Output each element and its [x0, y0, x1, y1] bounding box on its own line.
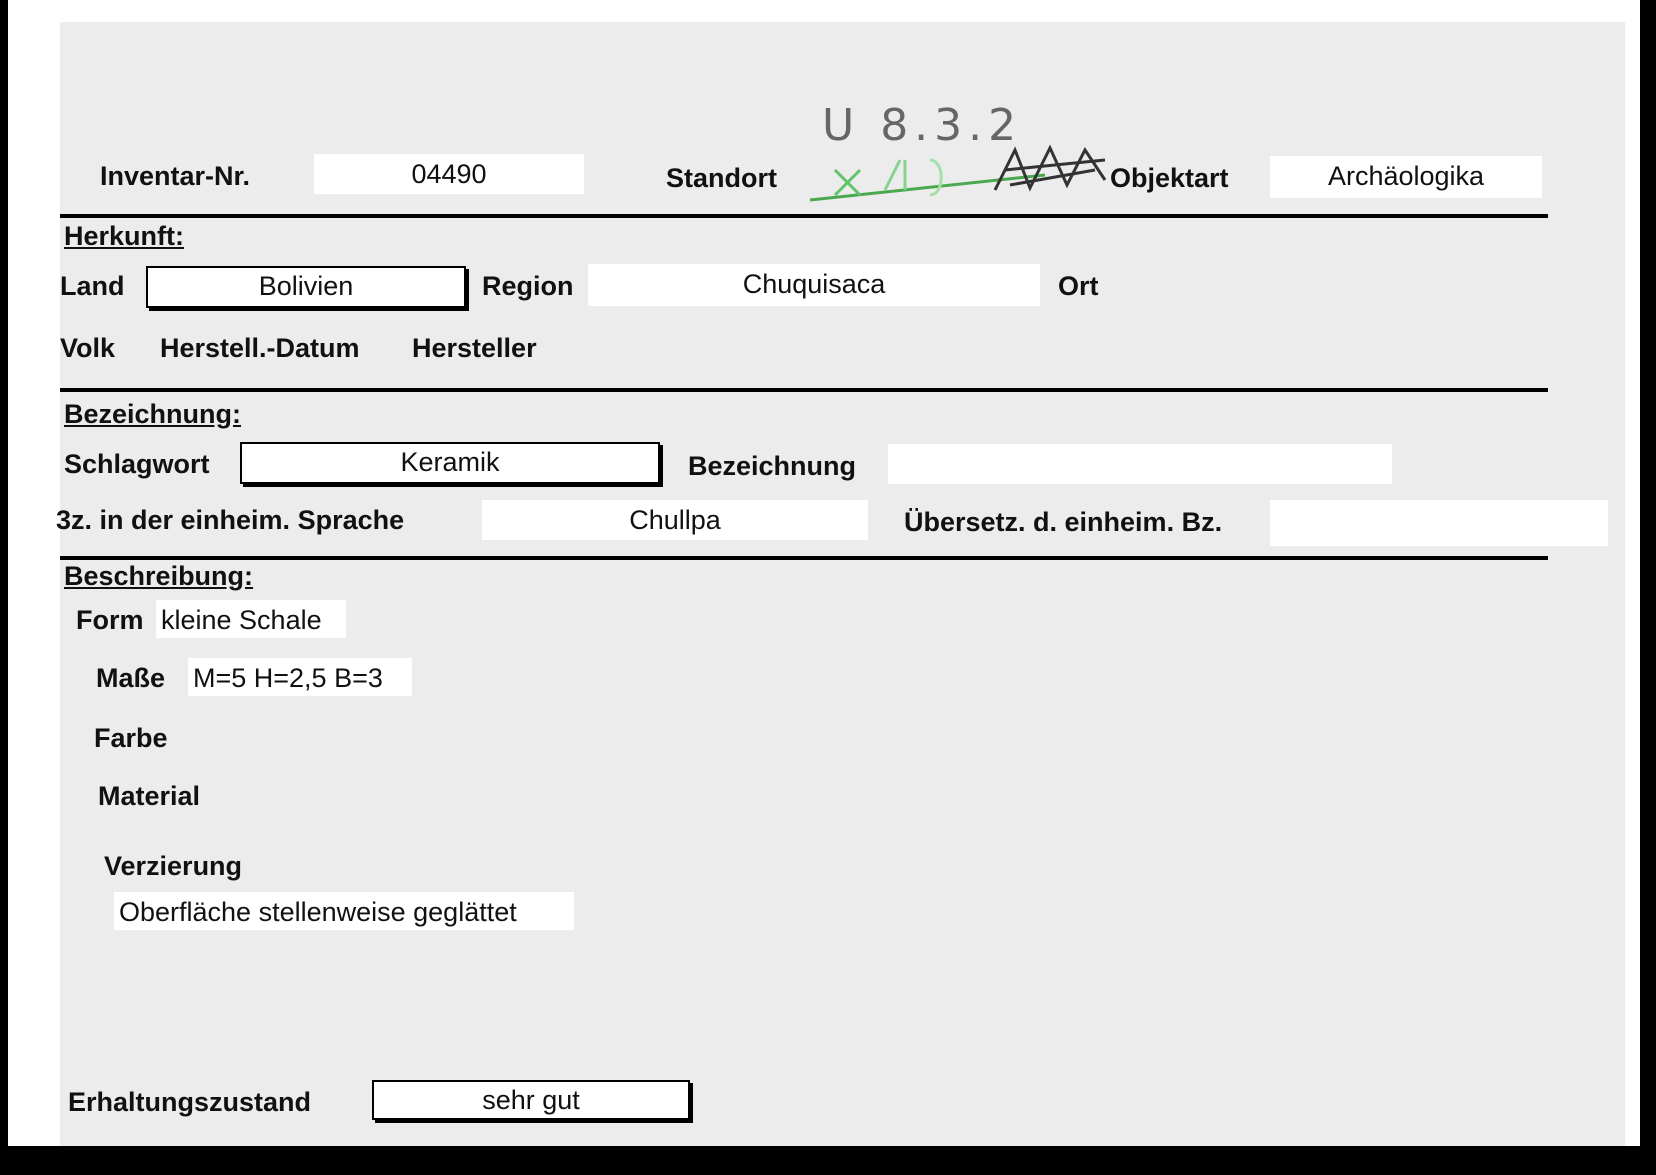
uebersetzung-field[interactable]	[1270, 500, 1608, 546]
farbe-label: Farbe	[94, 723, 168, 753]
verzierung-field[interactable]: Oberfläche stellenweise geglättet	[114, 892, 574, 930]
herkunft-header: Herkunft:	[64, 221, 184, 251]
inventar-label: Inventar-Nr.	[100, 161, 251, 191]
section-divider	[60, 556, 1548, 560]
beschreibung-header: Beschreibung:	[64, 561, 254, 591]
objektart-field[interactable]: Archäologika	[1270, 156, 1542, 198]
material-label: Material	[98, 781, 201, 811]
region-label: Region	[482, 271, 574, 301]
einheim-sprache-label: 3z. in der einheim. Sprache	[56, 505, 405, 535]
standort-handwritten-note: U 8.3.2	[822, 100, 1023, 151]
erhaltungszustand-field[interactable]: sehr gut	[372, 1080, 690, 1120]
bezeichnung-label: Bezeichnung	[688, 451, 857, 481]
scan-border-bottom	[0, 1146, 1656, 1175]
schlagwort-field[interactable]: Keramik	[240, 442, 660, 484]
erhaltungszustand-label: Erhaltungszustand	[68, 1087, 312, 1117]
objektart-label: Objektart	[1110, 163, 1229, 193]
form-label: Form	[76, 605, 144, 635]
scan-border-right	[1640, 0, 1656, 1175]
ort-label: Ort	[1058, 271, 1099, 301]
schlagwort-label: Schlagwort	[64, 449, 210, 479]
hersteller-label: Hersteller	[412, 333, 537, 363]
inventar-field[interactable]: 04490	[314, 154, 584, 194]
einheim-sprache-field[interactable]: Chullpa	[482, 500, 868, 540]
bezeichnung-header: Bezeichnung:	[64, 399, 242, 429]
section-divider	[60, 388, 1548, 392]
masse-label: Maße	[96, 663, 166, 693]
land-label: Land	[60, 271, 125, 301]
standort-label: Standort	[666, 163, 777, 193]
scan-border-left	[0, 0, 8, 1175]
standort-strikeout-scribble	[805, 130, 1135, 210]
verzierung-label: Verzierung	[104, 851, 243, 881]
bezeichnung-field[interactable]	[888, 444, 1392, 484]
uebersetzung-label: Übersetz. d. einheim. Bz.	[904, 507, 1223, 537]
herstell-datum-label: Herstell.-Datum	[160, 333, 360, 363]
masse-field[interactable]: M=5 H=2,5 B=3	[188, 658, 412, 696]
volk-label: Volk	[60, 333, 116, 363]
form-field[interactable]: kleine Schale	[156, 600, 346, 638]
region-field[interactable]: Chuquisaca	[588, 264, 1040, 306]
section-divider	[60, 214, 1548, 218]
land-field[interactable]: Bolivien	[146, 266, 466, 308]
